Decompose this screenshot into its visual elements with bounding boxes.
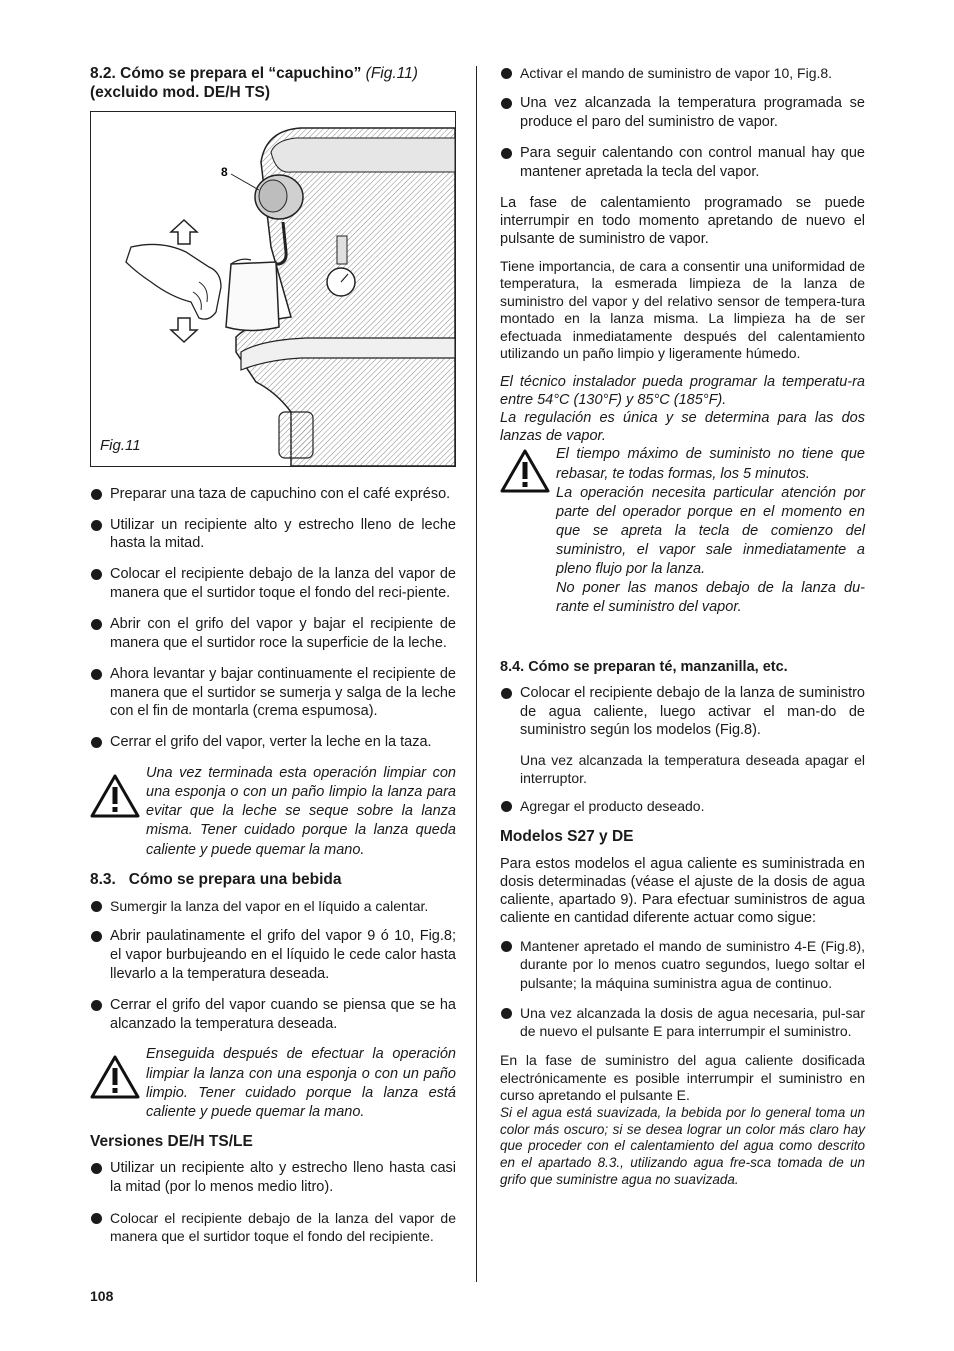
list-item: Cerrar el grifo del vapor, verter la leche en la taza. bbox=[90, 733, 456, 752]
section-heading-models: Modelos S27 y DE bbox=[500, 828, 634, 846]
warning-triangle-icon bbox=[500, 445, 556, 498]
list-item: Ahora levantar y bajar continuamente el recipiente de manera que el surtidor se sumerja y salga de la leche con el fin de montarla (crema espumosa). bbox=[90, 665, 456, 722]
figure-callout-8: 8 bbox=[221, 164, 228, 179]
warning-triangle-icon bbox=[90, 1045, 146, 1104]
espresso-machine-illustration bbox=[91, 112, 455, 466]
warning-text: Enseguida después de efectuar la operación limpiar la lanza con una esponja o con un paño limpio. Tener cuidado porque la lanza está caliente y puede quemar la mano. bbox=[146, 1046, 456, 1120]
paragraph: Una vez alcanzada la temperatura deseada apagar el interruptor. bbox=[520, 752, 865, 786]
list-item: Abrir con el grifo del vapor y bajar el recipiente de manera que el surtidor roce la superficie de la leche. bbox=[90, 615, 456, 653]
list-item: Una vez alcanzada la temperatura programada se produce el paro del suministro de vapor. bbox=[500, 94, 865, 132]
italic-note: El técnico instalador pueda programar la temperatu-ra entre 54°C (130°F) y 85°C (185°F). La regulación es única y se determina para las dos lanzas de vapor. bbox=[500, 373, 865, 445]
section-heading-versions: Versiones DE/H TS/LE bbox=[90, 1132, 253, 1150]
list-item: Mantener apretado el mando de suministro 4-E (Fig.8), durante por lo menos cuatro segundos, luego soltar el pulsante; la máquina suministra agua de continuo. bbox=[500, 937, 865, 992]
list-item: Abrir paulatinamente el grifo del vapor 9 ó 10, Fig.8; el vapor burbujeando en el líquido le cede calor hasta llevarlo a la temperatura deseada. bbox=[90, 927, 456, 984]
page-number: 108 bbox=[90, 1288, 114, 1304]
paragraph: La fase de calentamiento programado se puede interrumpir en todo momento apretando de nuevo el pulsante de suministro de vapor. bbox=[500, 194, 865, 247]
warning-text: Una vez terminada esta operación limpiar con una esponja o con un paño limpio la lanza para evitar que la leche se seque sobre la lanza misma. Tener cuidado porque la lanza queda caliente y puede quemar la mano. bbox=[146, 765, 456, 858]
list-item: Utilizar un recipiente alto y estrecho lleno hasta casi la mitad (por lo menos medio litro). bbox=[90, 1159, 456, 1197]
vapor-steps bbox=[500, 64, 865, 182]
list-item: Colocar el recipiente debajo de la lanza de suministro de agua caliente, luego activar el man-do de suministro según los modelos (Fig.8). bbox=[500, 684, 865, 741]
list-item: Utilizar un recipiente alto y estrecho lleno de leche hasta la mitad. bbox=[90, 516, 456, 554]
list-item: Colocar el recipiente debajo de la lanza del vapor de manera que el surtidor toque el fondo del recipiente. bbox=[90, 1209, 456, 1245]
section-heading-8-4: 8.4. Cómo se preparan té, manzanilla, etc. bbox=[500, 658, 788, 675]
left-column bbox=[90, 64, 456, 1257]
models-steps bbox=[500, 937, 865, 1040]
figure-caption: Fig.11 bbox=[100, 436, 141, 454]
paragraph: En la fase de suministro del agua caliente dosificada electrónicamente es posible interrumpir el suministro en curso apretando el pulsante E. bbox=[500, 1052, 865, 1104]
paragraph: Tiene importancia, de cara a consentir una uniformidad de temperatura, la esmerada limpieza de la lanza de suministro del vapor y del relativo sensor de tempera-tura montado en la lanza misma. La limpieza ha de ser efectuada inmediatamente después del calentamiento utilizando un paño limpio y ligeramente húmedo. bbox=[500, 257, 865, 362]
list-item: Cerrar el grifo del vapor cuando se piensa que se ha alcanzado la temperatura deseada. bbox=[90, 996, 456, 1034]
list-item: Sumergir la lanza del vapor en el líquido a calentar. bbox=[90, 897, 456, 915]
column-divider bbox=[476, 66, 477, 1282]
section-heading-8-2: 8.2. Cómo se prepara el “capuchino” (Fig.11) (excluido mod. DE/H TS) bbox=[90, 65, 418, 102]
warning-block-3 bbox=[500, 445, 865, 617]
list-item: Preparar una taza de capuchino con el café expréso. bbox=[90, 485, 456, 504]
paragraph: Para estos modelos el agua caliente es suministrada en dosis determinadas (véase el ajuste de la dosis de agua caliente, apartado 9). Para efectuar suministros de agua caliente en cantidad diferente actuar como sigue: bbox=[500, 855, 865, 927]
list-item: Activar el mando de suministro de vapor 10, Fig.8. bbox=[500, 64, 865, 82]
section-heading-8-3: 8.3. Cómo se prepara una bebida bbox=[90, 870, 342, 888]
versions-steps bbox=[90, 1159, 456, 1245]
te-steps bbox=[500, 684, 865, 741]
list-item: Agregar el producto deseado. bbox=[500, 797, 865, 815]
figure-11 bbox=[90, 111, 456, 467]
list-item: Una vez alcanzada la dosis de agua necesaria, pul-sar de nuevo el pulsante E para interrumpir el suministro. bbox=[500, 1004, 865, 1040]
italic-note: Si el agua está suavizada, la bebida por lo general toma un color más oscuro; si se desea lograr un color más claro hay que proceder con el calentamiento del agua como descrito en el apartado 8.3., utilizando agua fre-sca tomada de un grifo que suministre agua no suavizada. bbox=[500, 1104, 865, 1188]
list-item: Colocar el recipiente debajo de la lanza del vapor de manera que el surtidor toque el fondo del reci-piente. bbox=[90, 565, 456, 603]
warning-text: El tiempo máximo de suministo no tiene que rebasar, te todas formas, los 5 minutos. La operación necesita particular atención por parte del operador porque en el momento en que se apreta la tecla de comienzo del suministro, el vapor sale inmediatamente a pleno flujo por la lanza. No poner las manos debajo de la lanza du-rante el suministro del vapor. bbox=[556, 446, 865, 616]
te-steps-2 bbox=[500, 797, 865, 815]
warning-block-1 bbox=[90, 764, 456, 860]
warning-block-2 bbox=[90, 1045, 456, 1122]
warning-triangle-icon bbox=[90, 764, 146, 823]
bebida-steps bbox=[90, 897, 456, 1033]
list-item: Para seguir calentando con control manual hay que mantener apretada la tecla del vapor. bbox=[500, 144, 865, 182]
capuchino-steps bbox=[90, 485, 456, 752]
right-column bbox=[500, 64, 865, 1199]
